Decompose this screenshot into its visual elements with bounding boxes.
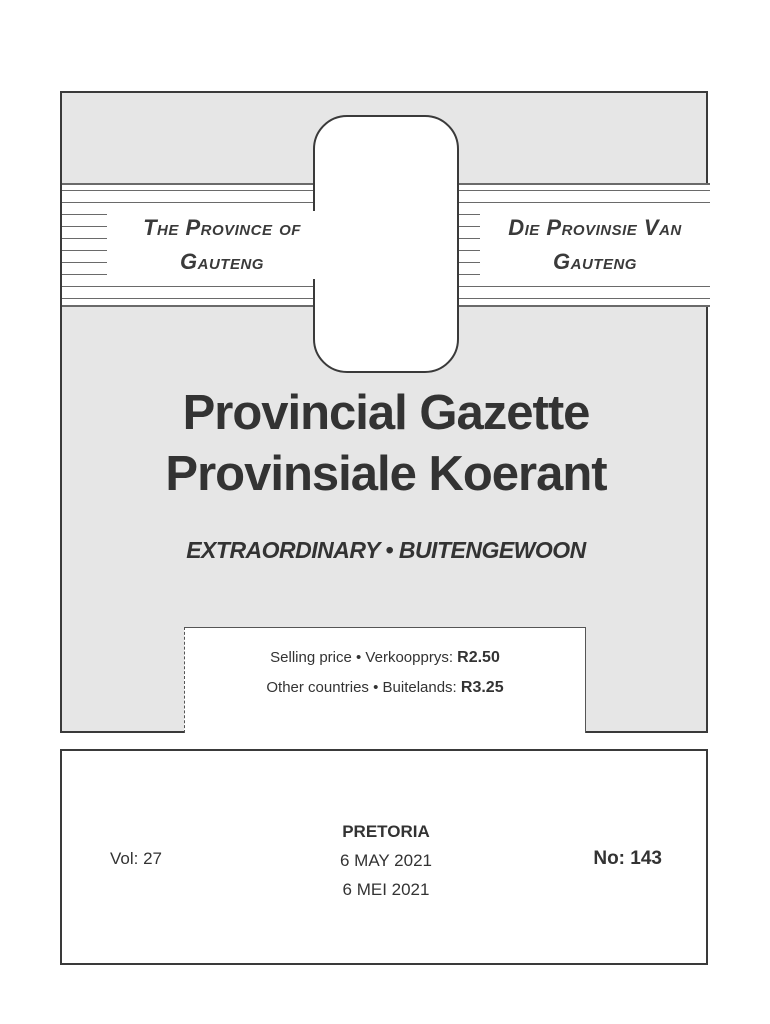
volume-number: Vol: 27 xyxy=(110,849,162,868)
gazette-cover xyxy=(60,91,708,733)
issue-info-box xyxy=(60,749,708,965)
local-price-line xyxy=(185,649,585,667)
gazette-title-english: Provincial Gazette xyxy=(182,386,590,440)
issue-city: PRETORIA xyxy=(342,822,430,841)
edition-label: EXTRAORDINARY • BUITENGEWOON xyxy=(186,537,586,563)
gazette-title-afrikaans: Provinsiale Koerant xyxy=(165,447,607,501)
foreign-price-label: Other countries • Buitelands: xyxy=(266,679,457,696)
province-title-afrikaans xyxy=(480,211,710,279)
province-title-english-line1: The Province of xyxy=(107,211,337,245)
local-price-value: R2.50 xyxy=(457,649,500,666)
foreign-price-line xyxy=(185,679,585,697)
local-price-label: Selling price • Verkoopprys: xyxy=(270,649,453,666)
issue-date-afrikaans: 6 MEI 2021 xyxy=(342,880,430,899)
province-title-english xyxy=(107,211,337,279)
issue-date-english: 6 MAY 2021 xyxy=(340,851,432,870)
province-title-afrikaans-line2: Gauteng xyxy=(480,245,710,279)
price-box xyxy=(184,627,586,733)
foreign-price-value: R3.25 xyxy=(460,679,504,696)
province-title-afrikaans-line1: Die Provinsie Van xyxy=(480,211,710,245)
province-title-english-line2: Gauteng xyxy=(107,245,337,279)
issue-number: No: 143 xyxy=(593,848,662,869)
